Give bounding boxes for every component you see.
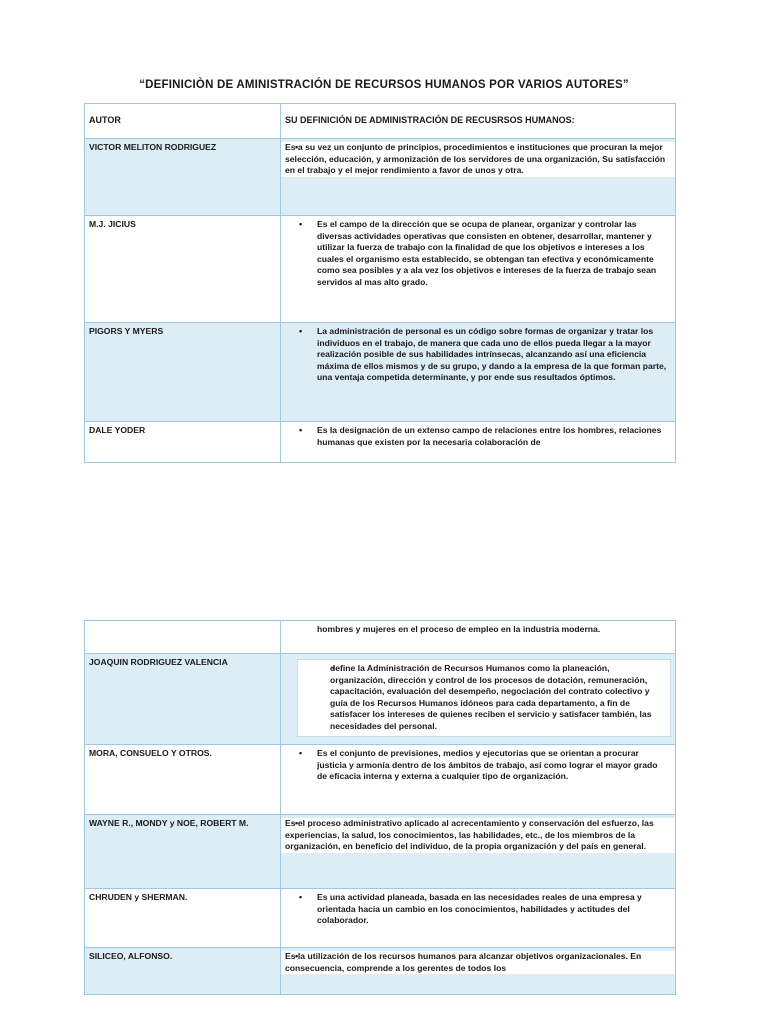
definition-box xyxy=(297,659,671,737)
definition-text: • define la Administración de Recursos Humanos como la planeación, organización, dirección y control de los procesos de dotación, remuneración, capacitación, evaluación del desempeño, negociación del contrato colectivo y guía de los Recursos Humanos idóneos para cada departamento, a fin de satisfacer los intereses de quienes reciben el servicio y satisfacer también, las necesidades del personal. xyxy=(318,663,666,733)
definition-text: • Es a su vez un conjunto de principios, procedimientos e instituciones que procuran la mejor selección, educación, y armonización de los servidores de una organización, Su satisfacción en el trabajo y el mejor rendimiento a favor de unos y otra. xyxy=(281,142,675,177)
table-row xyxy=(85,745,676,815)
table-row xyxy=(85,654,676,745)
author-name: SILICEO, ALFONSO. xyxy=(85,948,281,995)
header-definition: SU DEFINICIÓN DE ADMINISTRACIÓN DE RECUSRSOS HUMANOS: xyxy=(281,104,676,139)
author-name: M.J. JICIUS xyxy=(85,216,281,323)
definition-cell xyxy=(281,216,676,323)
definition-cell xyxy=(281,621,676,654)
definition-text: • Es la utilización de los recursos humanos para alcanzar objetivos organizacionales. En consecuencia, comprende a los gerentes de todos los xyxy=(281,951,675,974)
definition-cell xyxy=(281,323,676,422)
definition-text: • La administración de personal es un código sobre formas de organizar y tratar los individuos en el trabajo, de manera que cada uno de ellos pueda llegar a la mayor realización posible de sus habilidades intrínsecas, alcanzando así una eficiencia máxima de ellos mismos y de su grupo, y dando a la empresa de la que forman parte, una ventaja competida determinante, y por ende sus resultados óptimos. xyxy=(285,326,671,384)
definition-text: • Es el conjunto de previsiones, medios y ejecutorias que se orientan a procurar justicia y armonía dentro de los ámbitos de trabajo, así como lograr el mayor grado de eficacia interna y externa a cualquier tipo de organización. xyxy=(285,748,671,783)
author-name: DALE YODER xyxy=(85,422,281,463)
definition-cell xyxy=(281,139,676,216)
author-name: VICTOR MELITON RODRIGUEZ xyxy=(85,139,281,216)
definition-text: • Es la designación de un extenso campo de relaciones entre los hombres, relaciones humanas que existen por la necesaria colaboración de xyxy=(285,425,671,448)
definition-cell xyxy=(281,745,676,815)
table-row xyxy=(85,948,676,995)
author-name: MORA, CONSUELO Y OTROS. xyxy=(85,745,281,815)
authors-table-part-2 xyxy=(84,620,676,995)
table-row xyxy=(85,889,676,948)
table-header-row xyxy=(85,104,676,139)
table-row xyxy=(85,422,676,463)
definition-cell xyxy=(281,815,676,889)
author-name: JOAQUIN RODRIGUEZ VALENCIA xyxy=(85,654,281,745)
author-name: PIGORS Y MYERS xyxy=(85,323,281,422)
author-name: CHRUDEN y SHERMAN. xyxy=(85,889,281,948)
definition-cell xyxy=(281,422,676,463)
document-title: “DEFINICIÒN DE AMINISTRACIÓN DE RECURSOS HUMANOS POR VARIOS AUTORES” xyxy=(139,79,629,91)
author-name xyxy=(85,621,281,654)
definition-text: hombres y mujeres en el proceso de empleo en la industria moderna. xyxy=(317,624,601,634)
definition-cell xyxy=(281,889,676,948)
table-row xyxy=(85,815,676,889)
table-row xyxy=(85,139,676,216)
authors-table-part-1 xyxy=(84,103,676,463)
definition-text: • Es el proceso administrativo aplicado al acrecentamiento y conservación del esfuerzo, las experiencias, la salud, los conocimientos, las habilidades, etc., de los miembros de la organización, en beneficio del individuo, de la propia organización y del país en general. xyxy=(281,818,675,853)
definition-text: • Es el campo de la dirección que se ocupa de planear, organizar y controlar las diversas actividades operativas que consisten en obtener, desarrollar, mantener y utilizar la fuerza de trabajo con la finalidad de que los objetivos e intereses a los cuales el organismo esta establecido, se obtengan tan efectiva y económicamente como sea posibles y a ala vez los objetivos e intereses de la fuerza de trabajo sean servidos al mas alto grado. xyxy=(285,219,671,289)
table-row xyxy=(85,621,676,654)
author-name: WAYNE R., MONDY y NOE, ROBERT M. xyxy=(85,815,281,889)
table-row xyxy=(85,216,676,323)
table-row xyxy=(85,323,676,422)
definition-text: • Es una actividad planeada, basada en las necesidades reales de una empresa y orientada hacia un cambio en los conocimientos, habilidades y actitudes del colaborador. xyxy=(285,892,671,927)
definition-cell xyxy=(281,948,676,995)
definition-cell xyxy=(281,654,676,745)
header-author: AUTOR xyxy=(85,104,281,139)
